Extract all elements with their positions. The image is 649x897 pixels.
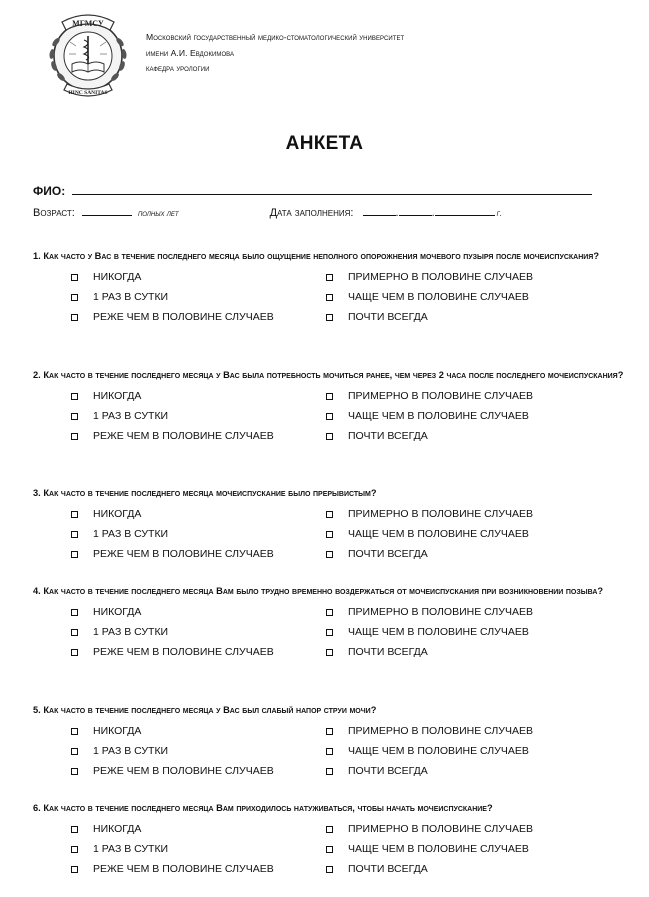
checkbox-icon[interactable] <box>326 511 333 518</box>
checkbox-icon[interactable] <box>326 551 333 558</box>
checkbox-icon[interactable] <box>326 826 333 833</box>
checkbox-icon[interactable] <box>71 274 78 281</box>
checkbox-icon[interactable] <box>326 314 333 321</box>
question-options: НИКОГДА 1 РАЗ В СУТКИ РЕЖЕ ЧЕМ В ПОЛОВИНЕ СЛУЧАЕВ ПРИМЕРНО В ПОЛОВИНЕ СЛУЧАЕВ ЧАЩЕ ЧЕМ В ПОЛОВИНЕ СЛУЧАЕВ ПОЧТИ ВСЕГДА <box>33 721 633 783</box>
fio-label: ФИО: <box>33 184 66 198</box>
checkbox-icon[interactable] <box>71 609 78 616</box>
question-options: НИКОГДА 1 РАЗ В СУТКИ РЕЖЕ ЧЕМ В ПОЛОВИНЕ СЛУЧАЕВ ПРИМЕРНО В ПОЛОВИНЕ СЛУЧАЕВ ЧАЩЕ ЧЕМ В ПОЛОВИНЕ СЛУЧАЕВ ПОЧТИ ВСЕГДА <box>33 819 633 881</box>
university-line-1: Московский государственный медико-стоматологический университет <box>146 32 405 42</box>
checkbox-icon[interactable] <box>326 274 333 281</box>
question-1 <box>33 247 633 329</box>
checkbox-icon[interactable] <box>71 433 78 440</box>
checkbox-icon[interactable] <box>71 768 78 775</box>
department-line: кафедра урологии <box>146 63 210 73</box>
checkbox-icon[interactable] <box>71 866 78 873</box>
question-text: 3. Как часто в течение последнего месяца мочеиспускание было прерывистым? <box>33 488 377 498</box>
checkbox-icon[interactable] <box>71 728 78 735</box>
question-text: 2. Как часто в течение последнего месяца у Вас была потребность мочиться ранее, чем через 2 часа после последнего мочеиспускания? <box>33 370 624 380</box>
checkbox-icon[interactable] <box>326 649 333 656</box>
age-label: Возраст: <box>33 207 75 219</box>
checkbox-icon[interactable] <box>71 649 78 656</box>
checkbox-icon[interactable] <box>71 531 78 538</box>
page-title: АНКЕТА <box>285 133 364 154</box>
question-2 <box>33 366 633 448</box>
checkbox-icon[interactable] <box>71 629 78 636</box>
checkbox-icon[interactable] <box>326 609 333 616</box>
checkbox-icon[interactable] <box>326 866 333 873</box>
fio-input-line[interactable] <box>72 185 592 195</box>
date-year-suffix: г. <box>496 209 503 218</box>
checkbox-icon[interactable] <box>326 294 333 301</box>
question-options: НИКОГДА 1 РАЗ В СУТКИ РЕЖЕ ЧЕМ В ПОЛОВИНЕ СЛУЧАЕВ ПРИМЕРНО В ПОЛОВИНЕ СЛУЧАЕВ ЧАЩЕ ЧЕМ В ПОЛОВИНЕ СЛУЧАЕВ ПОЧТИ ВСЕГДА <box>33 504 633 566</box>
checkbox-icon[interactable] <box>71 826 78 833</box>
question-options: НИКОГДА 1 РАЗ В СУТКИ РЕЖЕ ЧЕМ В ПОЛОВИНЕ СЛУЧАЕВ ПРИМЕРНО В ПОЛОВИНЕ СЛУЧАЕВ ЧАЩЕ ЧЕМ В ПОЛОВИНЕ СЛУЧАЕВ ПОЧТИ ВСЕГДА <box>33 386 633 448</box>
date-day-line[interactable] <box>363 206 396 216</box>
question-text: 1. Как часто у Вас в течение последнего месяца было ощущение неполного опорожнения мочевого пузыря после мочеиспускания? <box>33 251 600 261</box>
checkbox-icon[interactable] <box>71 511 78 518</box>
question-text: 5. Как часто в течение последнего месяца у Вас был слабый напор струи мочи? <box>33 705 377 715</box>
checkbox-icon[interactable] <box>326 748 333 755</box>
age-note: полных лет <box>137 209 179 218</box>
question-options: НИКОГДА 1 РАЗ В СУТКИ РЕЖЕ ЧЕМ В ПОЛОВИНЕ СЛУЧАЕВ ПРИМЕРНО В ПОЛОВИНЕ СЛУЧАЕВ ЧАЩЕ ЧЕМ В ПОЛОВИНЕ СЛУЧАЕВ ПОЧТИ ВСЕГДА <box>33 602 633 664</box>
fio-row <box>33 184 592 198</box>
checkbox-icon[interactable] <box>326 413 333 420</box>
checkbox-icon[interactable] <box>71 314 78 321</box>
date-year-line[interactable] <box>435 206 495 216</box>
date-separator-2: . <box>431 207 435 219</box>
checkbox-icon[interactable] <box>326 393 333 400</box>
checkbox-icon[interactable] <box>326 629 333 636</box>
checkbox-icon[interactable] <box>326 768 333 775</box>
university-seal-icon <box>36 2 140 106</box>
checkbox-icon[interactable] <box>71 413 78 420</box>
svg-text:МГМСУ: МГМСУ <box>72 19 104 28</box>
checkbox-icon[interactable] <box>71 748 78 755</box>
university-line-2: имени А.И. Евдокимова <box>146 47 235 58</box>
checkbox-icon[interactable] <box>326 728 333 735</box>
checkbox-icon[interactable] <box>326 846 333 853</box>
checkbox-icon[interactable] <box>71 393 78 400</box>
checkbox-icon[interactable] <box>326 433 333 440</box>
checkbox-icon[interactable] <box>71 294 78 301</box>
checkbox-icon[interactable] <box>326 531 333 538</box>
question-6 <box>33 799 633 881</box>
question-5 <box>33 701 633 783</box>
checkbox-icon[interactable] <box>71 846 78 853</box>
checkbox-icon[interactable] <box>71 551 78 558</box>
date-label: Дата заполнения: <box>269 207 354 219</box>
question-4 <box>33 582 633 664</box>
university-name <box>146 30 404 77</box>
svg-text:HINC SANITAS: HINC SANITAS <box>68 90 108 96</box>
age-date-row <box>33 206 502 219</box>
question-options: НИКОГДА 1 РАЗ В СУТКИ РЕЖЕ ЧЕМ В ПОЛОВИНЕ СЛУЧАЕВ ПРИМЕРНО В ПОЛОВИНЕ СЛУЧАЕВ ЧАЩЕ ЧЕМ В ПОЛОВИНЕ СЛУЧАЕВ ПОЧТИ ВСЕГДА <box>33 267 633 329</box>
age-input-line[interactable] <box>82 206 132 216</box>
date-month-line[interactable] <box>399 206 432 216</box>
question-text: 6. Как часто в течение последнего месяца Вам приходилось натуживаться, чтобы начать мочеиспускание? <box>33 803 493 813</box>
question-3 <box>33 484 633 566</box>
question-text: 4. Как часто в течение последнего месяца Вам было трудно временно воздержаться от мочеиспускания при возникновении позыва? <box>33 586 604 596</box>
date-separator-1: . <box>395 207 399 219</box>
